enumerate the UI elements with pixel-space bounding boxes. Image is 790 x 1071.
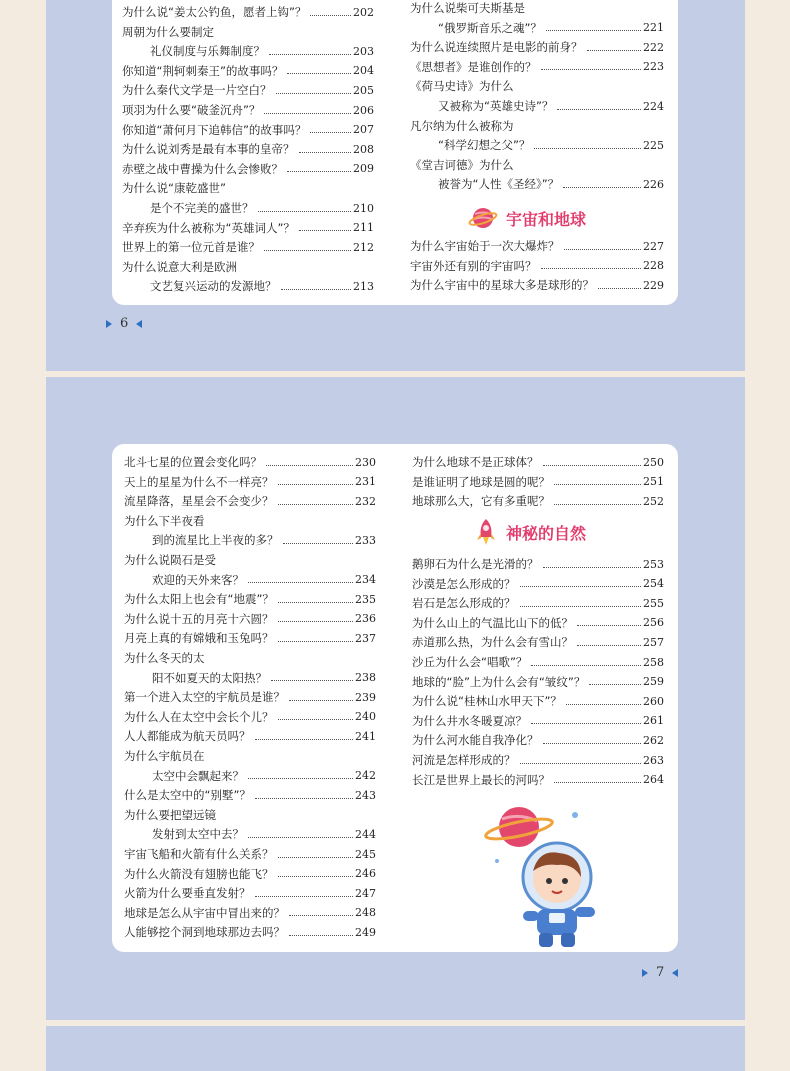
- leader-dots: [554, 484, 641, 485]
- arrow-left-icon: [672, 969, 678, 977]
- toc-entry: [124, 726, 376, 746]
- toc-entry-page: 225: [643, 138, 664, 152]
- toc-entry: [412, 730, 664, 750]
- leader-dots: [520, 606, 642, 607]
- leader-dots: [271, 680, 353, 681]
- toc-entry: [122, 198, 374, 218]
- toc-entry: [124, 903, 376, 923]
- toc-entry-title: 为什么河水能自我净化？: [412, 733, 539, 748]
- toc-entry-page: 240: [355, 710, 376, 724]
- toc-entry-title: 月亮上真的有嫦娥和玉兔吗？: [124, 631, 274, 646]
- toc-entry: [122, 139, 374, 159]
- toc-entry: [412, 472, 664, 492]
- toc-entry: [124, 785, 376, 805]
- toc-entry-page: 239: [355, 690, 376, 704]
- toc-entry: [124, 746, 376, 766]
- leader-dots: [278, 876, 354, 877]
- toc-entry-title: 辛弃疾为什么被称为“英雄词人”？: [122, 220, 295, 235]
- leader-dots: [554, 504, 641, 505]
- toc-entry: [124, 472, 376, 492]
- leader-dots: [566, 704, 641, 705]
- page-number: 6: [120, 316, 129, 331]
- toc-entry-title: 地球是怎么从宇宙中冒出来的？: [124, 905, 285, 920]
- toc-entry-page: 221: [643, 21, 664, 35]
- toc-entry-page: 248: [355, 906, 376, 920]
- leader-dots: [520, 763, 642, 764]
- toc-entry: [410, 37, 664, 57]
- toc-entry-title: 地球的“脸”上为什么会有“皱纹”？: [412, 674, 586, 689]
- toc-entry-title: 被誉为“人性《圣经》”？: [438, 177, 560, 192]
- arrow-right-icon: [106, 320, 112, 328]
- leader-dots: [278, 641, 354, 642]
- section-heading-nature: [474, 518, 586, 546]
- toc-entry-title: 为什么冬天的太: [124, 651, 205, 665]
- toc-entry-title: 为什么人在太空中会长个儿？: [124, 709, 274, 724]
- toc-entry-title: 什么是太空中的“别墅”？: [124, 788, 251, 803]
- toc-entry-title: 你知道“荆轲刺秦王”的故事吗？: [122, 63, 284, 78]
- toc-entry-page: 235: [355, 592, 376, 606]
- leader-dots: [264, 113, 351, 114]
- leader-dots: [543, 465, 642, 466]
- toc-entry: [122, 61, 374, 81]
- toc-entry-page: 206: [353, 103, 374, 117]
- toc-entry-title: 为什么说柴可夫斯基是: [410, 1, 525, 15]
- toc-column-right-top: [412, 452, 664, 512]
- toc-entry-title: 《思想者》是谁创作的？: [410, 59, 537, 74]
- toc-entry: [410, 116, 664, 136]
- toc-entry-title: 流星降落，星星会不会变少？: [124, 494, 274, 509]
- arrow-right-icon: [642, 969, 648, 977]
- toc-entry-page: 213: [353, 279, 374, 293]
- toc-entry-title: 周朝为什么要制定: [122, 24, 214, 39]
- leader-dots: [577, 625, 641, 626]
- leader-dots: [598, 288, 641, 289]
- leader-dots: [248, 582, 353, 583]
- toc-entry-title: 是个不完美的盛世？: [150, 201, 254, 215]
- page-number-7: [642, 965, 678, 980]
- toc-entry-title: 欢迎的天外来客？: [152, 572, 244, 587]
- toc-entry-page: 261: [643, 714, 664, 728]
- toc-entry-page: 244: [355, 827, 376, 841]
- toc-entry: [124, 766, 376, 786]
- toc-card-page-7: [112, 444, 678, 952]
- leader-dots: [546, 30, 641, 31]
- toc-column-right-bottom: [412, 554, 664, 794]
- toc-entry-page: 203: [353, 44, 374, 58]
- toc-entry-title: 赤壁之战中曹操为什么会惨败？: [122, 161, 283, 176]
- toc-entry-page: 258: [643, 655, 664, 669]
- toc-entry-title: 文艺复兴运动的发源地？: [150, 279, 277, 294]
- leader-dots: [248, 837, 353, 838]
- toc-entry: [410, 76, 664, 96]
- leader-dots: [283, 543, 354, 544]
- toc-entry-title: 为什么说十五的月亮十六圆？: [124, 611, 274, 626]
- toc-entry: [124, 668, 376, 688]
- toc-entry: [122, 257, 374, 277]
- toc-entry: [124, 805, 376, 825]
- toc-entry: [124, 570, 376, 590]
- toc-entry-title: 为什么说“桂林山水甲天下”？: [412, 694, 562, 709]
- leader-dots: [276, 93, 352, 94]
- toc-entry-page: 226: [643, 177, 664, 191]
- toc-entry-title: “俄罗斯音乐之魂”？: [438, 20, 542, 35]
- toc-entry: [410, 236, 664, 256]
- toc-entry-title: 为什么说刘秀是最有本事的皇帝？: [122, 142, 295, 157]
- toc-entry: [122, 159, 374, 179]
- leader-dots: [289, 915, 353, 916]
- toc-entry-title: 为什么说意大利是欧洲: [122, 259, 237, 274]
- toc-entry-page: 241: [355, 729, 376, 743]
- leader-dots: [264, 250, 351, 251]
- toc-entry: [122, 237, 374, 257]
- toc-entry-page: 227: [643, 239, 664, 253]
- leader-dots: [543, 567, 642, 568]
- toc-entry: [410, 0, 664, 18]
- toc-entry-title: 发射到太空中去？: [152, 827, 244, 842]
- toc-entry-title: 为什么太阳上也会有“地震”？: [124, 592, 274, 607]
- rocket-icon: [474, 517, 498, 547]
- leader-dots: [531, 665, 641, 666]
- toc-entry: [122, 218, 374, 238]
- toc-entry: [410, 174, 664, 194]
- toc-entry-page: 236: [355, 612, 376, 626]
- toc-entry-title: 为什么说“姜太公钓鱼，愿者上钩”？: [122, 5, 307, 19]
- toc-entry: [122, 2, 374, 22]
- toc-entry: [410, 96, 664, 116]
- toc-entry-title: 为什么山上的气温比山下的低？: [412, 615, 573, 630]
- leader-dots: [543, 743, 642, 744]
- toc-entry-page: 253: [643, 557, 664, 571]
- planet-icon: [468, 204, 498, 232]
- leader-dots: [531, 723, 641, 724]
- toc-entry-title: 地球那么大，它有多重呢？: [412, 494, 550, 509]
- toc-entry: [412, 593, 664, 613]
- toc-entry: [122, 120, 374, 140]
- leader-dots: [563, 187, 641, 188]
- toc-entry: [412, 632, 664, 652]
- toc-entry: [124, 648, 376, 668]
- next-page-panel: [46, 1026, 745, 1071]
- toc-entry-page: 207: [353, 123, 374, 137]
- toc-entry-page: 231: [355, 475, 376, 489]
- toc-entry: [410, 256, 664, 276]
- toc-entry-title: 人能够挖个洞到地球那边去吗？: [124, 925, 285, 940]
- toc-entry-page: 224: [643, 99, 664, 113]
- toc-entry-page: 237: [355, 631, 376, 645]
- leader-dots: [299, 230, 351, 231]
- toc-entry-title: 凡尔纳为什么被称为: [410, 118, 514, 133]
- toc-entry-title: 项羽为什么要“破釜沉舟”？: [122, 103, 261, 117]
- toc-entry: [410, 135, 664, 155]
- toc-entry: [124, 491, 376, 511]
- toc-entry: [412, 554, 664, 574]
- leader-dots: [266, 465, 353, 466]
- toc-entry-page: 255: [643, 596, 664, 610]
- toc-entry: [412, 711, 664, 731]
- toc-entry-title: 为什么说连续照片是电影的前身？: [410, 40, 583, 55]
- leader-dots: [278, 621, 354, 622]
- toc-entry-title: 沙丘为什么会“唱歌”？: [412, 655, 528, 669]
- leader-dots: [541, 69, 642, 70]
- toc-entry-page: 242: [355, 769, 376, 783]
- leader-dots: [278, 504, 354, 505]
- toc-entry-title: 鹅卵石为什么是光滑的？: [412, 557, 539, 571]
- toc-entry: [124, 609, 376, 629]
- toc-entry-title: 人人都能成为航天员吗？: [124, 729, 251, 744]
- toc-entry: [124, 883, 376, 903]
- toc-entry-title: 为什么井水冬暖夏凉？: [412, 713, 527, 728]
- leader-dots: [299, 152, 352, 153]
- toc-entry: [122, 41, 374, 61]
- leader-dots: [248, 778, 353, 779]
- toc-entry: [124, 922, 376, 942]
- leader-dots: [310, 132, 351, 133]
- toc-entry: [122, 100, 374, 120]
- leader-dots: [269, 54, 351, 55]
- section-title: 宇宙和地球: [506, 209, 587, 229]
- toc-entry-page: 228: [643, 259, 664, 273]
- toc-entry-page: 209: [353, 162, 374, 176]
- toc-entry-title: 沙漠是怎么形成的？: [412, 576, 516, 591]
- toc-entry-title: 宇宙飞船和火箭有什么关系？: [124, 847, 274, 861]
- leader-dots: [589, 684, 641, 685]
- toc-entry: [412, 770, 664, 790]
- toc-entry-title: 为什么火箭没有翅膀也能飞？: [124, 866, 274, 881]
- leader-dots: [255, 739, 354, 740]
- leader-dots: [287, 171, 351, 172]
- toc-entry: [124, 687, 376, 707]
- toc-entry: [412, 750, 664, 770]
- leader-dots: [278, 857, 354, 858]
- toc-entry-title: 为什么说陨石是受: [124, 553, 216, 567]
- toc-entry: [124, 707, 376, 727]
- toc-entry-page: 205: [353, 83, 374, 97]
- toc-entry-page: 246: [355, 867, 376, 881]
- leader-dots: [289, 935, 353, 936]
- toc-entry-page: 247: [355, 886, 376, 900]
- toc-entry-page: 250: [643, 455, 664, 469]
- toc-entry-title: 是谁证明了地球是圆的呢？: [412, 474, 550, 489]
- toc-entry-page: 254: [643, 577, 664, 591]
- toc-entry-page: 212: [353, 240, 374, 254]
- toc-column-left: [124, 452, 376, 952]
- leader-dots: [278, 719, 354, 720]
- toc-entry-title: 天上的星星为什么不一样亮？: [124, 474, 274, 489]
- toc-entry-page: 257: [643, 635, 664, 649]
- toc-column-right-top: [410, 0, 664, 198]
- toc-entry: [124, 511, 376, 531]
- toc-entry-page: 256: [643, 616, 664, 630]
- toc-entry-page: 233: [355, 533, 376, 547]
- toc-entry: [410, 275, 664, 295]
- leader-dots: [564, 249, 642, 250]
- leader-dots: [258, 211, 352, 212]
- toc-entry-title: 为什么宇宙中的星球大多是球形的？: [410, 278, 594, 293]
- toc-entry: [122, 22, 374, 42]
- astronaut-illustration: [477, 799, 617, 949]
- leader-dots: [310, 15, 351, 16]
- toc-entry-title: 为什么宇宙始于一次大爆炸？: [410, 239, 560, 253]
- page-number: 7: [656, 965, 665, 980]
- leader-dots: [577, 645, 641, 646]
- toc-entry-title: 世界上的第一位元首是谁？: [122, 240, 260, 255]
- toc-entry: [122, 178, 374, 198]
- leader-dots: [520, 586, 642, 587]
- toc-entry-page: 245: [355, 847, 376, 861]
- leader-dots: [557, 109, 641, 110]
- toc-entry: [410, 155, 664, 175]
- toc-entry: [124, 864, 376, 884]
- arrow-left-icon: [136, 320, 142, 328]
- leader-dots: [289, 700, 353, 701]
- toc-entry: [412, 491, 664, 511]
- toc-entry-title: 河流是怎样形成的？: [412, 753, 516, 767]
- toc-entry-title: 又被称为“英雄史诗”？: [438, 99, 554, 113]
- toc-entry-title: 北斗七星的位置会变化吗？: [124, 455, 262, 469]
- leader-dots: [255, 896, 354, 897]
- toc-entry-title: 阳不如夏天的太阳热？: [152, 670, 267, 685]
- toc-entry: [412, 672, 664, 692]
- toc-entry-page: 202: [353, 5, 374, 19]
- toc-entry: [410, 18, 664, 38]
- leader-dots: [287, 73, 351, 74]
- toc-entry-title: 为什么地球不是正球体？: [412, 455, 539, 469]
- leader-dots: [541, 268, 642, 269]
- leader-dots: [554, 782, 641, 783]
- toc-entry-page: 263: [643, 753, 664, 767]
- toc-entry-title: 赤道那么热，为什么会有雪山？: [412, 635, 573, 650]
- toc-entry-page: 249: [355, 925, 376, 939]
- toc-entry: [412, 652, 664, 672]
- toc-entry-page: 211: [353, 221, 374, 235]
- toc-entry: [412, 691, 664, 711]
- toc-entry-page: 252: [643, 494, 664, 508]
- toc-entry: [124, 530, 376, 550]
- toc-entry-title: 为什么下半夜看: [124, 513, 205, 528]
- toc-entry: [412, 613, 664, 633]
- toc-entry: [122, 276, 374, 296]
- toc-entry-title: 宇宙外还有别的宇宙吗？: [410, 258, 537, 273]
- toc-entry-page: 264: [643, 773, 664, 787]
- leader-dots: [281, 289, 352, 290]
- page-7-panel: [46, 377, 745, 1020]
- toc-entry-title: 火箭为什么要垂直发射？: [124, 886, 251, 901]
- toc-entry-page: 222: [643, 40, 664, 54]
- toc-entry: [124, 824, 376, 844]
- toc-entry-page: 223: [643, 60, 664, 74]
- toc-entry-page: 210: [353, 201, 374, 215]
- section-title: 神秘的自然: [506, 523, 587, 543]
- toc-entry-title: 《荷马史诗》为什么: [410, 79, 514, 94]
- page-number-6: [106, 316, 142, 331]
- toc-entry: [412, 452, 664, 472]
- toc-entry-title: 礼仪制度与乐舞制度？: [150, 44, 265, 59]
- toc-entry-title: 为什么说“康乾盛世”: [122, 181, 226, 196]
- toc-entry-page: 232: [355, 494, 376, 508]
- toc-entry-page: 251: [643, 475, 664, 489]
- section-heading-universe: [468, 204, 586, 232]
- toc-entry-page: 208: [353, 142, 374, 156]
- toc-entry-title: 第一个进入太空的宇航员是谁？: [124, 690, 285, 705]
- toc-entry-title: 《堂吉诃德》为什么: [410, 157, 514, 172]
- leader-dots: [587, 50, 642, 51]
- leader-dots: [278, 484, 354, 485]
- toc-entry: [124, 628, 376, 648]
- toc-entry: [412, 574, 664, 594]
- toc-entry: [124, 589, 376, 609]
- toc-entry-title: “科学幻想之父”？: [438, 138, 531, 153]
- toc-column-left: [122, 2, 374, 302]
- toc-entry-page: 230: [355, 455, 376, 469]
- leader-dots: [534, 148, 641, 149]
- toc-entry-page: 238: [355, 671, 376, 685]
- toc-entry-page: 204: [353, 64, 374, 78]
- leader-dots: [278, 602, 353, 603]
- toc-entry-title: 为什么秦代文学是一片空白？: [122, 83, 272, 98]
- toc-entry-title: 岩石是怎么形成的？: [412, 596, 516, 611]
- leader-dots: [255, 798, 353, 799]
- toc-entry: [124, 844, 376, 864]
- toc-entry-page: 229: [643, 278, 664, 292]
- toc-entry-title: 长江是世界上最长的河吗？: [412, 772, 550, 787]
- toc-entry-title: 到的流星比上半夜的多？: [152, 533, 279, 548]
- toc-entry-page: 243: [355, 788, 376, 802]
- toc-entry: [122, 80, 374, 100]
- toc-entry-page: 262: [643, 733, 664, 747]
- toc-column-right-bottom: [410, 236, 664, 300]
- toc-entry: [410, 57, 664, 77]
- toc-entry-page: 259: [643, 675, 664, 689]
- toc-entry-page: 260: [643, 694, 664, 708]
- toc-entry-title: 你知道“萧何月下追韩信”的故事吗？: [122, 122, 307, 137]
- toc-entry-title: 为什么宇航员在: [124, 749, 205, 763]
- toc-entry-title: 为什么要把望远镜: [124, 807, 216, 822]
- toc-card-page-6: [112, 0, 678, 305]
- toc-entry: [124, 452, 376, 472]
- toc-entry-page: 234: [355, 573, 376, 587]
- page-6-panel: [46, 0, 745, 371]
- toc-entry-title: 太空中会飘起来？: [152, 768, 244, 783]
- toc-entry: [124, 550, 376, 570]
